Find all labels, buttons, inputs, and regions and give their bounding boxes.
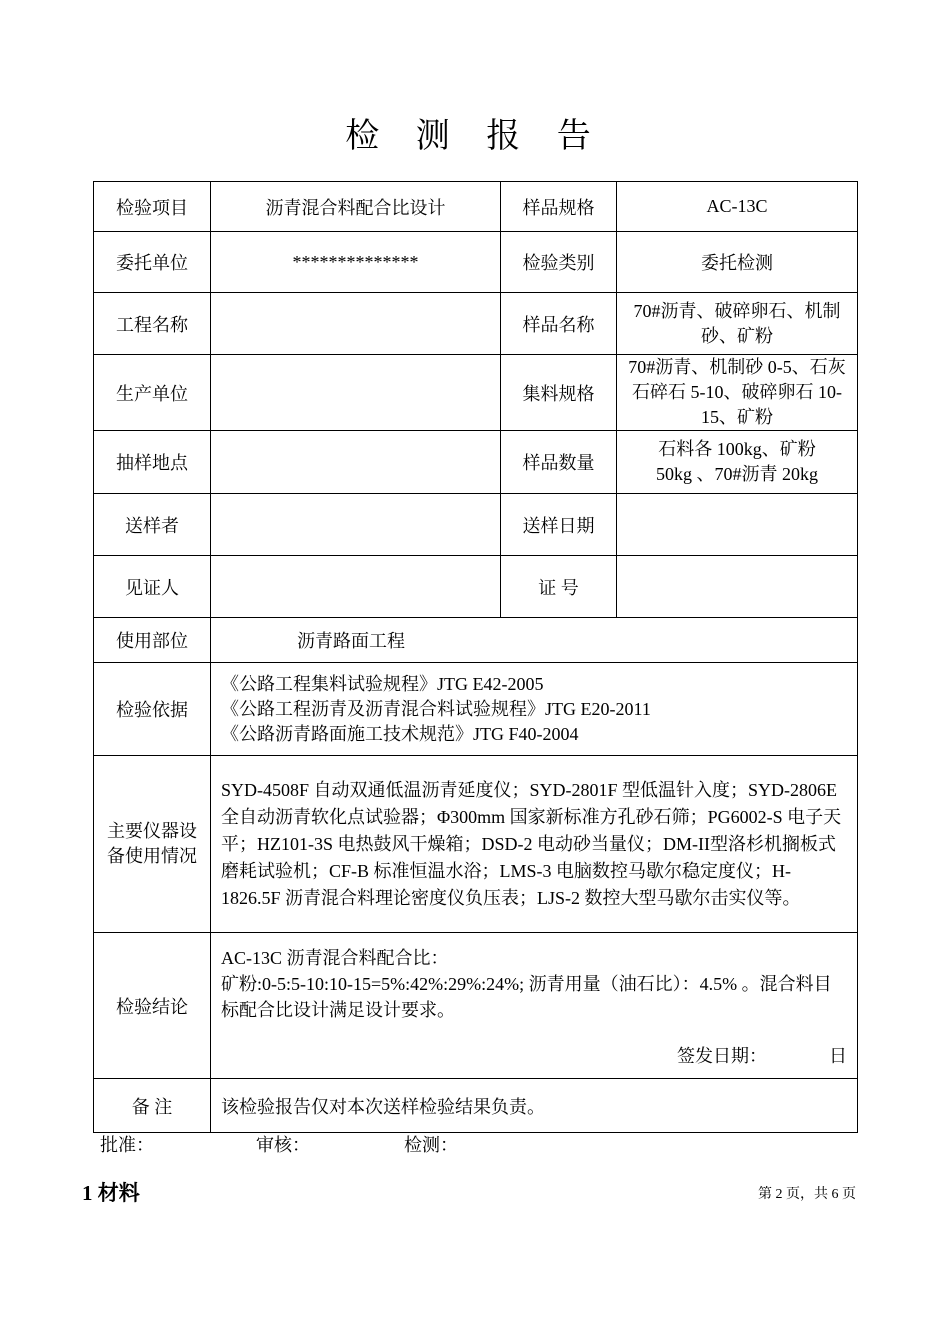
value-equipment: SYD-4508F 自动双通低温沥青延度仪；SYD-2801F 型低温针入度；SYD-2806E 全自动沥青软化点试验器；Φ300mm 国家新标准方孔砂石筛；PG6002-S 电子天平；HZ101-3S 电热鼓风干燥箱；DSD-2 电动砂当量仪；DM-II型洛杉机搁板式磨耗试验机；CF-B 标准恒温水浴；LMS-3 电脑数控马歇尔稳定度仪；H-1826.5F 沥青混合料理论密度仪负压表；LJS-2 数控大型马歇尔击实仪等。 [211, 756, 858, 933]
row-manufacturer [94, 355, 858, 431]
basis-line-3: 《公路沥青路面施工技术规范》JTG F40-2004 [221, 723, 579, 744]
label-equipment [94, 756, 211, 933]
value-usage: 沥青路面工程 [211, 618, 858, 663]
label-sampling-place: 抽样地点 [94, 431, 211, 494]
label-project-name: 工程名称 [94, 293, 211, 355]
label-client: 委托单位 [94, 232, 211, 293]
value-sample-name [617, 293, 858, 355]
aggregate-spec-line-3: 15、矿粉 [701, 407, 773, 427]
equipment-label-line-1: 主要仪器设 [107, 821, 197, 841]
label-witness: 见证人 [94, 556, 211, 618]
aggregate-spec-line-1: 70#沥青、机制砂 0-5、石灰 [628, 357, 846, 377]
label-inspection-item: 检验项目 [94, 182, 211, 232]
issue-date-label: 签发日期： [677, 1046, 767, 1066]
row-usage [94, 618, 858, 663]
sample-quantity-line-1: 石料各 100kg、矿粉 [658, 439, 816, 459]
value-inspection-item: 沥青混合料配合比设计 [211, 182, 501, 232]
value-aggregate-spec [617, 355, 858, 431]
label-submit-date: 送样日期 [501, 494, 617, 556]
value-submit-date [617, 494, 858, 556]
label-sample-name: 样品名称 [501, 293, 617, 355]
value-sample-quantity [617, 431, 858, 494]
page-number: 第 2 页，共 6 页 [758, 1187, 856, 1202]
approve-label: 批准： [100, 1135, 154, 1155]
row-basis [94, 663, 858, 756]
value-inspection-type: 委托检测 [617, 232, 858, 293]
conclusion-line-1: AC-13C 沥青混合料配合比： [221, 948, 449, 968]
value-manufacturer [211, 355, 501, 431]
section-heading: 1 材料 [82, 1181, 140, 1205]
row-inspection-item [94, 182, 858, 232]
aggregate-spec-line-2: 石碎石 5-10、破碎卵石 10- [632, 382, 842, 402]
report-table [93, 181, 858, 1133]
report-title: 检 测 报 告 [345, 118, 605, 155]
sample-quantity-line-2: 50kg 、70#沥青 20kg [656, 464, 818, 484]
basis-line-2: 《公路工程沥青及沥青混合料试验规程》JTG E20-2011 [221, 698, 651, 719]
value-conclusion [211, 933, 858, 1079]
label-basis: 检验依据 [94, 663, 211, 756]
value-project-name [211, 293, 501, 355]
value-client: ************** [211, 232, 501, 293]
label-aggregate-spec: 集料规格 [501, 355, 617, 431]
label-submitter: 送样者 [94, 494, 211, 556]
row-remark [94, 1079, 858, 1133]
label-remark: 备 注 [94, 1079, 211, 1133]
issue-date-suffix: 日 [829, 1046, 847, 1066]
label-manufacturer: 生产单位 [94, 355, 211, 431]
value-sampling-place [211, 431, 501, 494]
label-usage: 使用部位 [94, 618, 211, 663]
label-sample-quantity: 样品数量 [501, 431, 617, 494]
label-conclusion: 检验结论 [94, 933, 211, 1079]
row-witness [94, 556, 858, 618]
value-remark: 该检验报告仅对本次送样检验结果负责。 [211, 1079, 858, 1133]
row-sampling-place [94, 431, 858, 494]
value-submitter [211, 494, 501, 556]
value-basis [211, 663, 858, 756]
label-sample-spec: 样品规格 [501, 182, 617, 232]
test-label: 检测： [404, 1135, 458, 1155]
label-certificate-no: 证 号 [501, 556, 617, 618]
row-equipment [94, 756, 858, 933]
value-witness [211, 556, 501, 618]
equipment-label-line-2: 备使用情况 [107, 846, 197, 866]
basis-line-1: 《公路工程集料试验规程》JTG E42-2005 [221, 673, 544, 694]
row-submitter [94, 494, 858, 556]
value-certificate-no [617, 556, 858, 618]
label-inspection-type: 检验类别 [501, 232, 617, 293]
row-client [94, 232, 858, 293]
sample-name-line-1: 70#沥青、破碎卵石、机制 [633, 300, 841, 321]
sample-name-line-2: 砂、矿粉 [701, 325, 773, 346]
row-project-name [94, 293, 858, 355]
issue-date [677, 1042, 847, 1068]
row-conclusion [94, 933, 858, 1079]
review-label: 审核： [256, 1135, 310, 1155]
conclusion-line-2: 矿粉:0-5:5-10:10-15=5%:42%:29%:24%; 沥青用量（油石比）：4.5% 。混合料目标配合比设计满足设计要求。 [221, 974, 832, 1020]
value-sample-spec: AC-13C [617, 182, 858, 232]
